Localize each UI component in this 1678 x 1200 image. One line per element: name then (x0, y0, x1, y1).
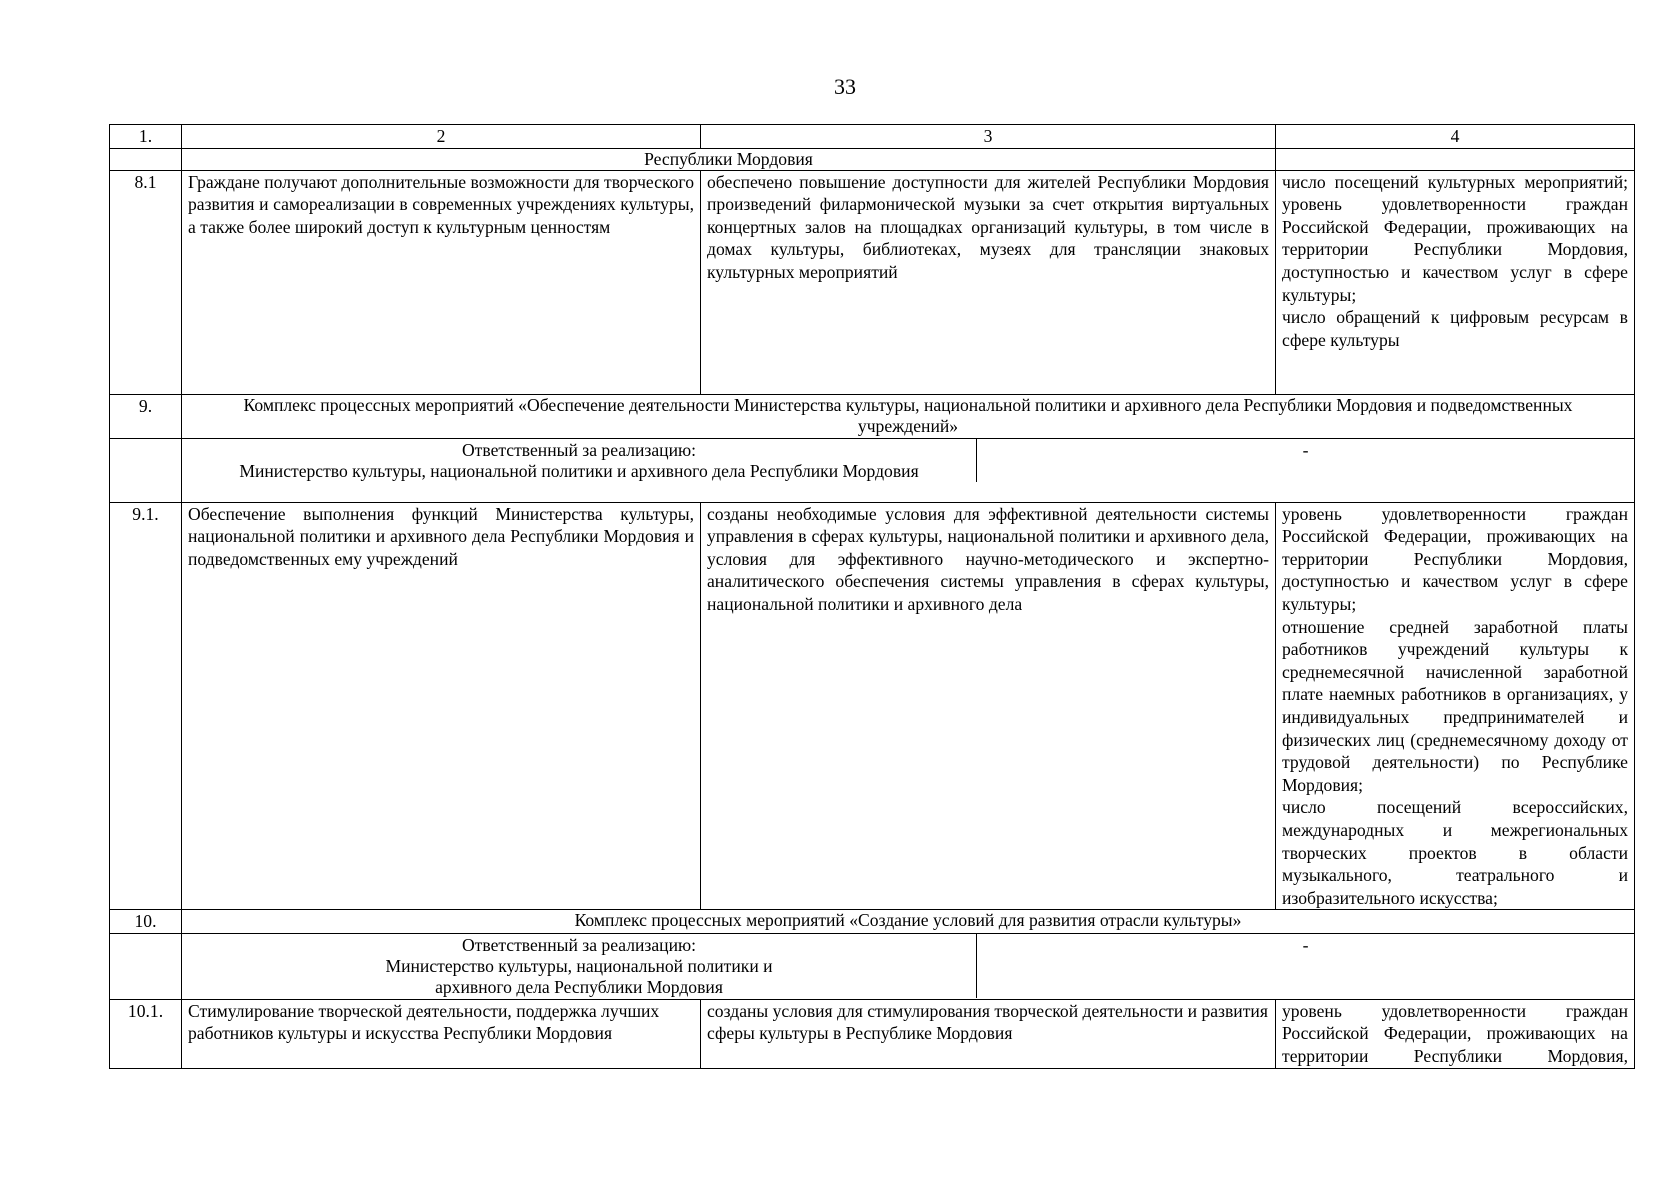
column-number-3: 3 (701, 125, 1276, 149)
responsible-dash: - (1302, 439, 1309, 460)
section-title: Комплекс процессных мероприятий «Создание условий для развития отрасли культуры» (182, 910, 1635, 934)
indicator-item: число посещений всероссийских, международных и межрегиональных творческих проектов в области музыкального, театрального и изобразительного искусства; (1282, 797, 1628, 908)
indicator-item: уровень удовлетворенности граждан Российской Федерации, проживающих на территории Республики Мордовия, (1282, 1000, 1628, 1067)
section-row-10 (110, 910, 1635, 934)
responsible-row-10 (110, 933, 1635, 999)
column-number-4: 4 (1276, 125, 1635, 149)
measures-table (109, 124, 1635, 1069)
table-row-9-1 (110, 502, 1635, 910)
continuation-row (110, 148, 1635, 170)
section-row-9 (110, 394, 1635, 438)
responsible-org: Министерство культуры, национальной политики и архивного дела Республики Мордовия (239, 461, 919, 482)
section-title: Комплекс процессных мероприятий «Обеспечение деятельности Министерства культуры, национальной политики и архивного дела Республики Мордовия и подведомственных учреждений» (182, 394, 1635, 438)
indicators-cell (1276, 502, 1635, 910)
row-number: 8.1 (110, 170, 182, 394)
responsible-row-9 (110, 438, 1635, 502)
table-row-10-1 (110, 999, 1635, 1068)
page-number: 33 (834, 74, 856, 99)
column-number-1: 1. (110, 125, 182, 149)
indicator-item: отношение средней заработной платы работников учреждений культуры к среднемесячной начисленной заработной плате наемных работников в организациях, у индивидуальных предпринимателей и физических лиц (среднемесячному доходу от трудовой деятельности) по Республике Мордовия; (1282, 616, 1628, 795)
responsible-dash: - (1302, 934, 1309, 955)
responsible-org: Министерство культуры, национальной политики и архивного дела Республики Мордовия (385, 956, 773, 998)
responsible-label: Ответственный за реализацию: (461, 934, 697, 955)
indicators-cell (1276, 999, 1635, 1068)
section-number: 9. (110, 394, 182, 438)
section-number: 10. (110, 910, 182, 934)
column-number-2: 2 (182, 125, 701, 149)
task-cell: Обеспечение выполнения функций Министерства культуры, национальной политики и архивного дела Республики Мордовия и подведомственных ему учреждений (182, 502, 701, 910)
column-numbers-row (110, 125, 1635, 149)
task-cell: Граждане получают дополнительные возможности для творческого развития и самореализации в современных учреждениях культуры, а также более широкий доступ к культурным ценностям (182, 170, 701, 394)
table-row-8-1 (110, 170, 1635, 394)
task-cell: Стимулирование творческой деятельности, поддержка лучших работников культуры и искусства Республики Мордовия (182, 999, 701, 1068)
indicator-item: число обращений к цифровым ресурсам в сфере культуры (1282, 307, 1628, 350)
result-cell: созданы условия для стимулирования творческой деятельности и развития сферы культуры в Республике Мордовия (701, 999, 1276, 1068)
indicator-item: уровень удовлетворенности граждан Российской Федерации, проживающих на территории Республики Мордовия, доступностью и качеством услуг в сфере культуры; (1282, 194, 1628, 305)
row-number: 10.1. (110, 999, 182, 1068)
result-cell: созданы необходимые условия для эффективной деятельности системы управления в сферах культуры, национальной политики и архивного дела, условия для эффективного научно-методического и экспертно-аналитического обеспечения системы управления в сферах культуры, национальной политики и архивного дела (701, 502, 1276, 910)
responsible-label: Ответственный за реализацию: (461, 439, 697, 460)
indicator-item: уровень удовлетворенности граждан Российской Федерации, проживающих на территории Республики Мордовия, доступностью и качеством услуг в сфере культуры; (1282, 503, 1628, 614)
indicators-cell (1276, 170, 1635, 394)
row-number: 9.1. (110, 502, 182, 910)
result-cell: обеспечено повышение доступности для жителей Республики Мордовия произведений филармонической музыки за счет открытия виртуальных концертных залов на площадках организаций культуры, в том числе в домах культуры, библиотеках, музеях для трансляции знаковых культурных мероприятий (701, 170, 1276, 394)
continuation-text: Республики Мордовия (182, 148, 1276, 170)
indicator-item: число посещений культурных мероприятий; (1282, 171, 1628, 192)
